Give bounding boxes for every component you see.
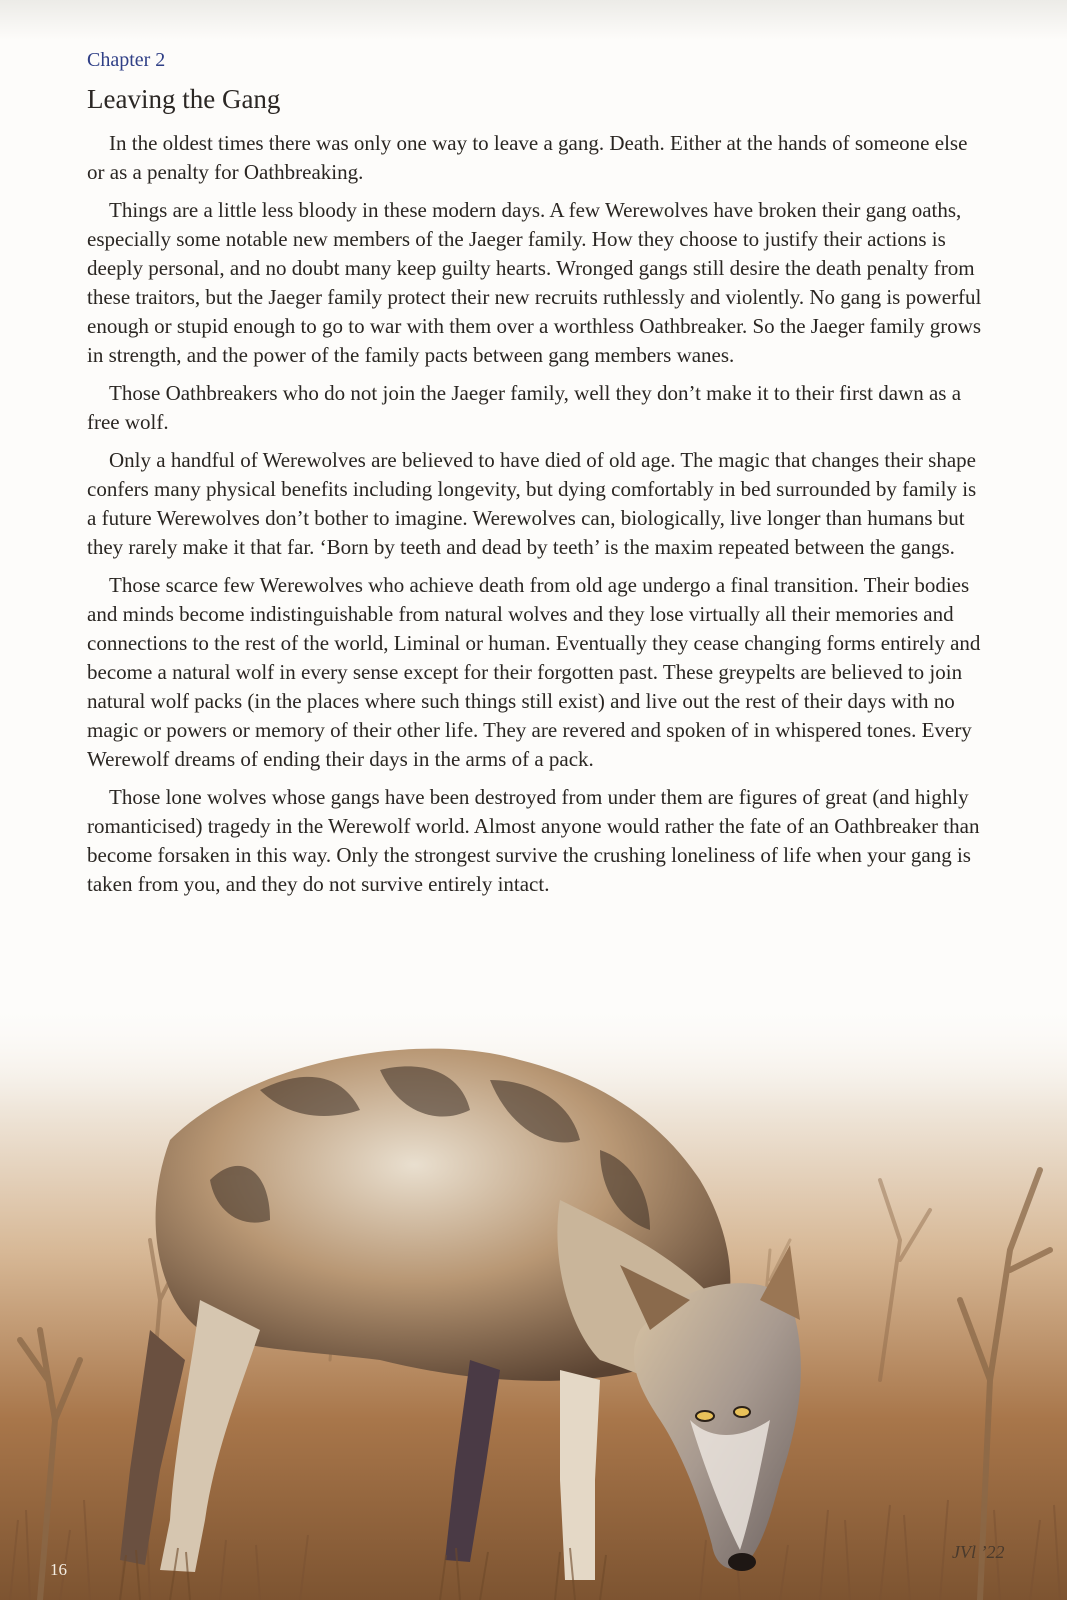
body-paragraph-1: In the oldest times there was only one way to leave a gang. Death. Either at the hands of someone else or as a penalty for Oathbreaking. — [87, 131, 968, 184]
wolf-nose — [728, 1553, 756, 1571]
body-paragraph-5: Those scarce few Werewolves who achieve death from old age undergo a final transition. Their bodies and minds become indistinguishable from natural wolves and they lose virtually all their memories and connections to the rest of the world, Liminal or human. Eventually they cease changing forms entirely and become a natural wolf in every sense except for their forgotten past. These greypelts are believed to join natural wolf packs (in the places where such things still exist) and live out the rest of their days with no magic or powers or memory of their other life. They are revered and spoken of in whispered tones. Every Werewolf dreams of ending their days in the arms of a pack. — [87, 573, 981, 771]
wolf-eye-right — [734, 1407, 750, 1417]
artist-signature: JVl ’22 — [952, 1542, 1005, 1562]
page-number: 16 — [50, 1560, 67, 1579]
body-paragraph-4: Only a handful of Werewolves are believed to have died of old age. The magic that changes their shape confers many physical benefits including longevity, but dying comfortably in bed surrounded by family is a future Werewolves don’t bother to imagine. Werewolves can, biologically, live longer than humans but they rarely make it that far. ‘Born by teeth and dead by teeth’ is the maxim repeated between the gangs. — [87, 448, 977, 559]
body-paragraph-6: Those lone wolves whose gangs have been destroyed from under them are figures of great (and highly romanticised) tragedy in the Werewolf world. Almost anyone would rather the fate of an Oathbreaker than become forsaken in this way. Only the strongest survive the crushing loneliness of life when your gang is taken from you, and they do not survive entirely intact. — [87, 785, 980, 896]
wolf-eye-left — [696, 1411, 714, 1421]
wolf-illustration — [0, 1000, 1067, 1600]
top-mist — [0, 0, 1067, 40]
text-column — [87, 46, 982, 908]
section-title: Leaving the Gang — [87, 84, 281, 114]
body-paragraph-3: Those Oathbreakers who do not join the Jaeger family, well they don’t make it to their first dawn as a free wolf. — [87, 381, 962, 434]
chapter-label: Chapter 2 — [87, 49, 166, 71]
body-paragraph-2: Things are a little less bloody in these modern days. A few Werewolves have broken their gang oaths, especially some notable new members of the Jaeger family. How they choose to justify their actions is deeply personal, and no doubt many keep guilty hearts. Wronged gangs still desire the death penalty from these traitors, but the Jaeger family protect their new recruits ruthlessly and violently. No gang is powerful enough or stupid enough to go to war with them over a worthless Oathbreaker. So the Jaeger family grows in strength, and the power of the family pacts between gang members wanes. — [87, 198, 982, 367]
